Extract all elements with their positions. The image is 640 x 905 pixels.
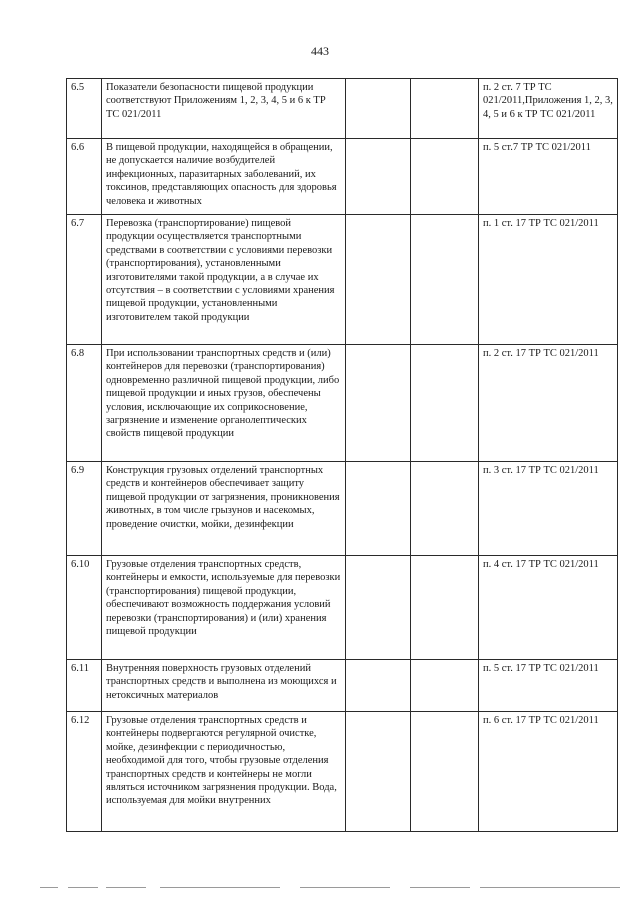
table-row bbox=[67, 712, 618, 832]
row-number: 6.8 bbox=[67, 345, 102, 462]
answer-cell-yes bbox=[346, 712, 411, 832]
row-number: 6.12 bbox=[67, 712, 102, 832]
row-number: 6.7 bbox=[67, 215, 102, 345]
table-row bbox=[67, 215, 618, 345]
answer-cell-yes bbox=[346, 79, 411, 139]
row-number: 6.5 bbox=[67, 79, 102, 139]
requirements-table bbox=[66, 78, 618, 832]
requirement-text: При использовании транспортных средств и (или) контейнеров для перевозки (транспортирования) одновременно различной пищевой продукции, либо пищевой продукции и иных грузов, обеспечены условия, исключающие их соприкосновение, загрязнение и изменение органолептических свойств пищевой продукции bbox=[102, 345, 346, 462]
reference-text: п. 4 ст. 17 ТР ТС 021/2011 bbox=[479, 556, 618, 660]
requirement-text: Внутренняя поверхность грузовых отделений транспортных средств и выполнена из моющихся и нетоксичных материалов bbox=[102, 660, 346, 712]
answer-cell-yes bbox=[346, 556, 411, 660]
answer-cell-yes bbox=[346, 139, 411, 215]
row-number: 6.10 bbox=[67, 556, 102, 660]
requirement-text: Показатели безопасности пищевой продукции соответствуют Приложениям 1, 2, 3, 4, 5 и 6 к ТР ТС 021/2011 bbox=[102, 79, 346, 139]
reference-text: п. 3 ст. 17 ТР ТС 021/2011 bbox=[479, 462, 618, 556]
page-number: 443 bbox=[311, 44, 329, 58]
reference-text: п. 6 ст. 17 ТР ТС 021/2011 bbox=[479, 712, 618, 832]
reference-text: п. 2 ст. 17 ТР ТС 021/2011 bbox=[479, 345, 618, 462]
row-number: 6.9 bbox=[67, 462, 102, 556]
row-number: 6.11 bbox=[67, 660, 102, 712]
requirement-text: Конструкция грузовых отделений транспортных средств и контейнеров обеспечивает защиту пищевой продукции от загрязнения, проникновения животных, в том числе грызунов и насекомых, проведение очистки, мойки, дезинфекции bbox=[102, 462, 346, 556]
answer-cell-no bbox=[411, 79, 479, 139]
requirement-text: Перевозка (транспортирование) пищевой продукции осуществляется транспортными средствами в соответствии с условиями перевозки (транспортирования), установленными изготовителями такой продукции, а в случае их отсутствия – в соответствии с условиями хранения пищевой продукции, установленными изготовителем такой продукции bbox=[102, 215, 346, 345]
requirement-text: В пищевой продукции, находящейся в обращении, не допускается наличие возбудителей инфекционных, паразитарных заболеваний, их токсинов, представляющих опасность для здоровья человека и животных bbox=[102, 139, 346, 215]
answer-cell-no bbox=[411, 660, 479, 712]
table-row bbox=[67, 556, 618, 660]
table-row bbox=[67, 660, 618, 712]
answer-cell-yes bbox=[346, 345, 411, 462]
requirement-text: Грузовые отделения транспортных средств и контейнеры подвергаются регулярной очистке, мойке, дезинфекции с периодичностью, необходимой для того, чтобы грузовые отделения транспортных средств и контейнеры не могли являться источником загрязнения продукции. Вода, используемая для мойки внутренних bbox=[102, 712, 346, 832]
answer-cell-no bbox=[411, 462, 479, 556]
table-row bbox=[67, 462, 618, 556]
reference-text: п. 5 ст.7 ТР ТС 021/2011 bbox=[479, 139, 618, 215]
reference-text: п. 1 ст. 17 ТР ТС 021/2011 bbox=[479, 215, 618, 345]
table-row bbox=[67, 139, 618, 215]
row-number: 6.6 bbox=[67, 139, 102, 215]
scan-edge-marks bbox=[0, 884, 640, 890]
table-row bbox=[67, 345, 618, 462]
answer-cell-yes bbox=[346, 462, 411, 556]
requirement-text: Грузовые отделения транспортных средств, контейнеры и емкости, используемые для перевозки (транспортирования) пищевой продукции, обеспечивают возможность поддержания условий перевозки (транспортирования) и (или) хранения пищевой продукции bbox=[102, 556, 346, 660]
table-row bbox=[67, 79, 618, 139]
answer-cell-no bbox=[411, 556, 479, 660]
reference-text: п. 5 ст. 17 ТР ТС 021/2011 bbox=[479, 660, 618, 712]
answer-cell-no bbox=[411, 712, 479, 832]
answer-cell-yes bbox=[346, 660, 411, 712]
reference-text: п. 2 ст. 7 ТР ТС 021/2011,Приложения 1, 2, 3, 4, 5 и 6 к ТР ТС 021/2011 bbox=[479, 79, 618, 139]
answer-cell-no bbox=[411, 139, 479, 215]
answer-cell-no bbox=[411, 345, 479, 462]
answer-cell-yes bbox=[346, 215, 411, 345]
answer-cell-no bbox=[411, 215, 479, 345]
